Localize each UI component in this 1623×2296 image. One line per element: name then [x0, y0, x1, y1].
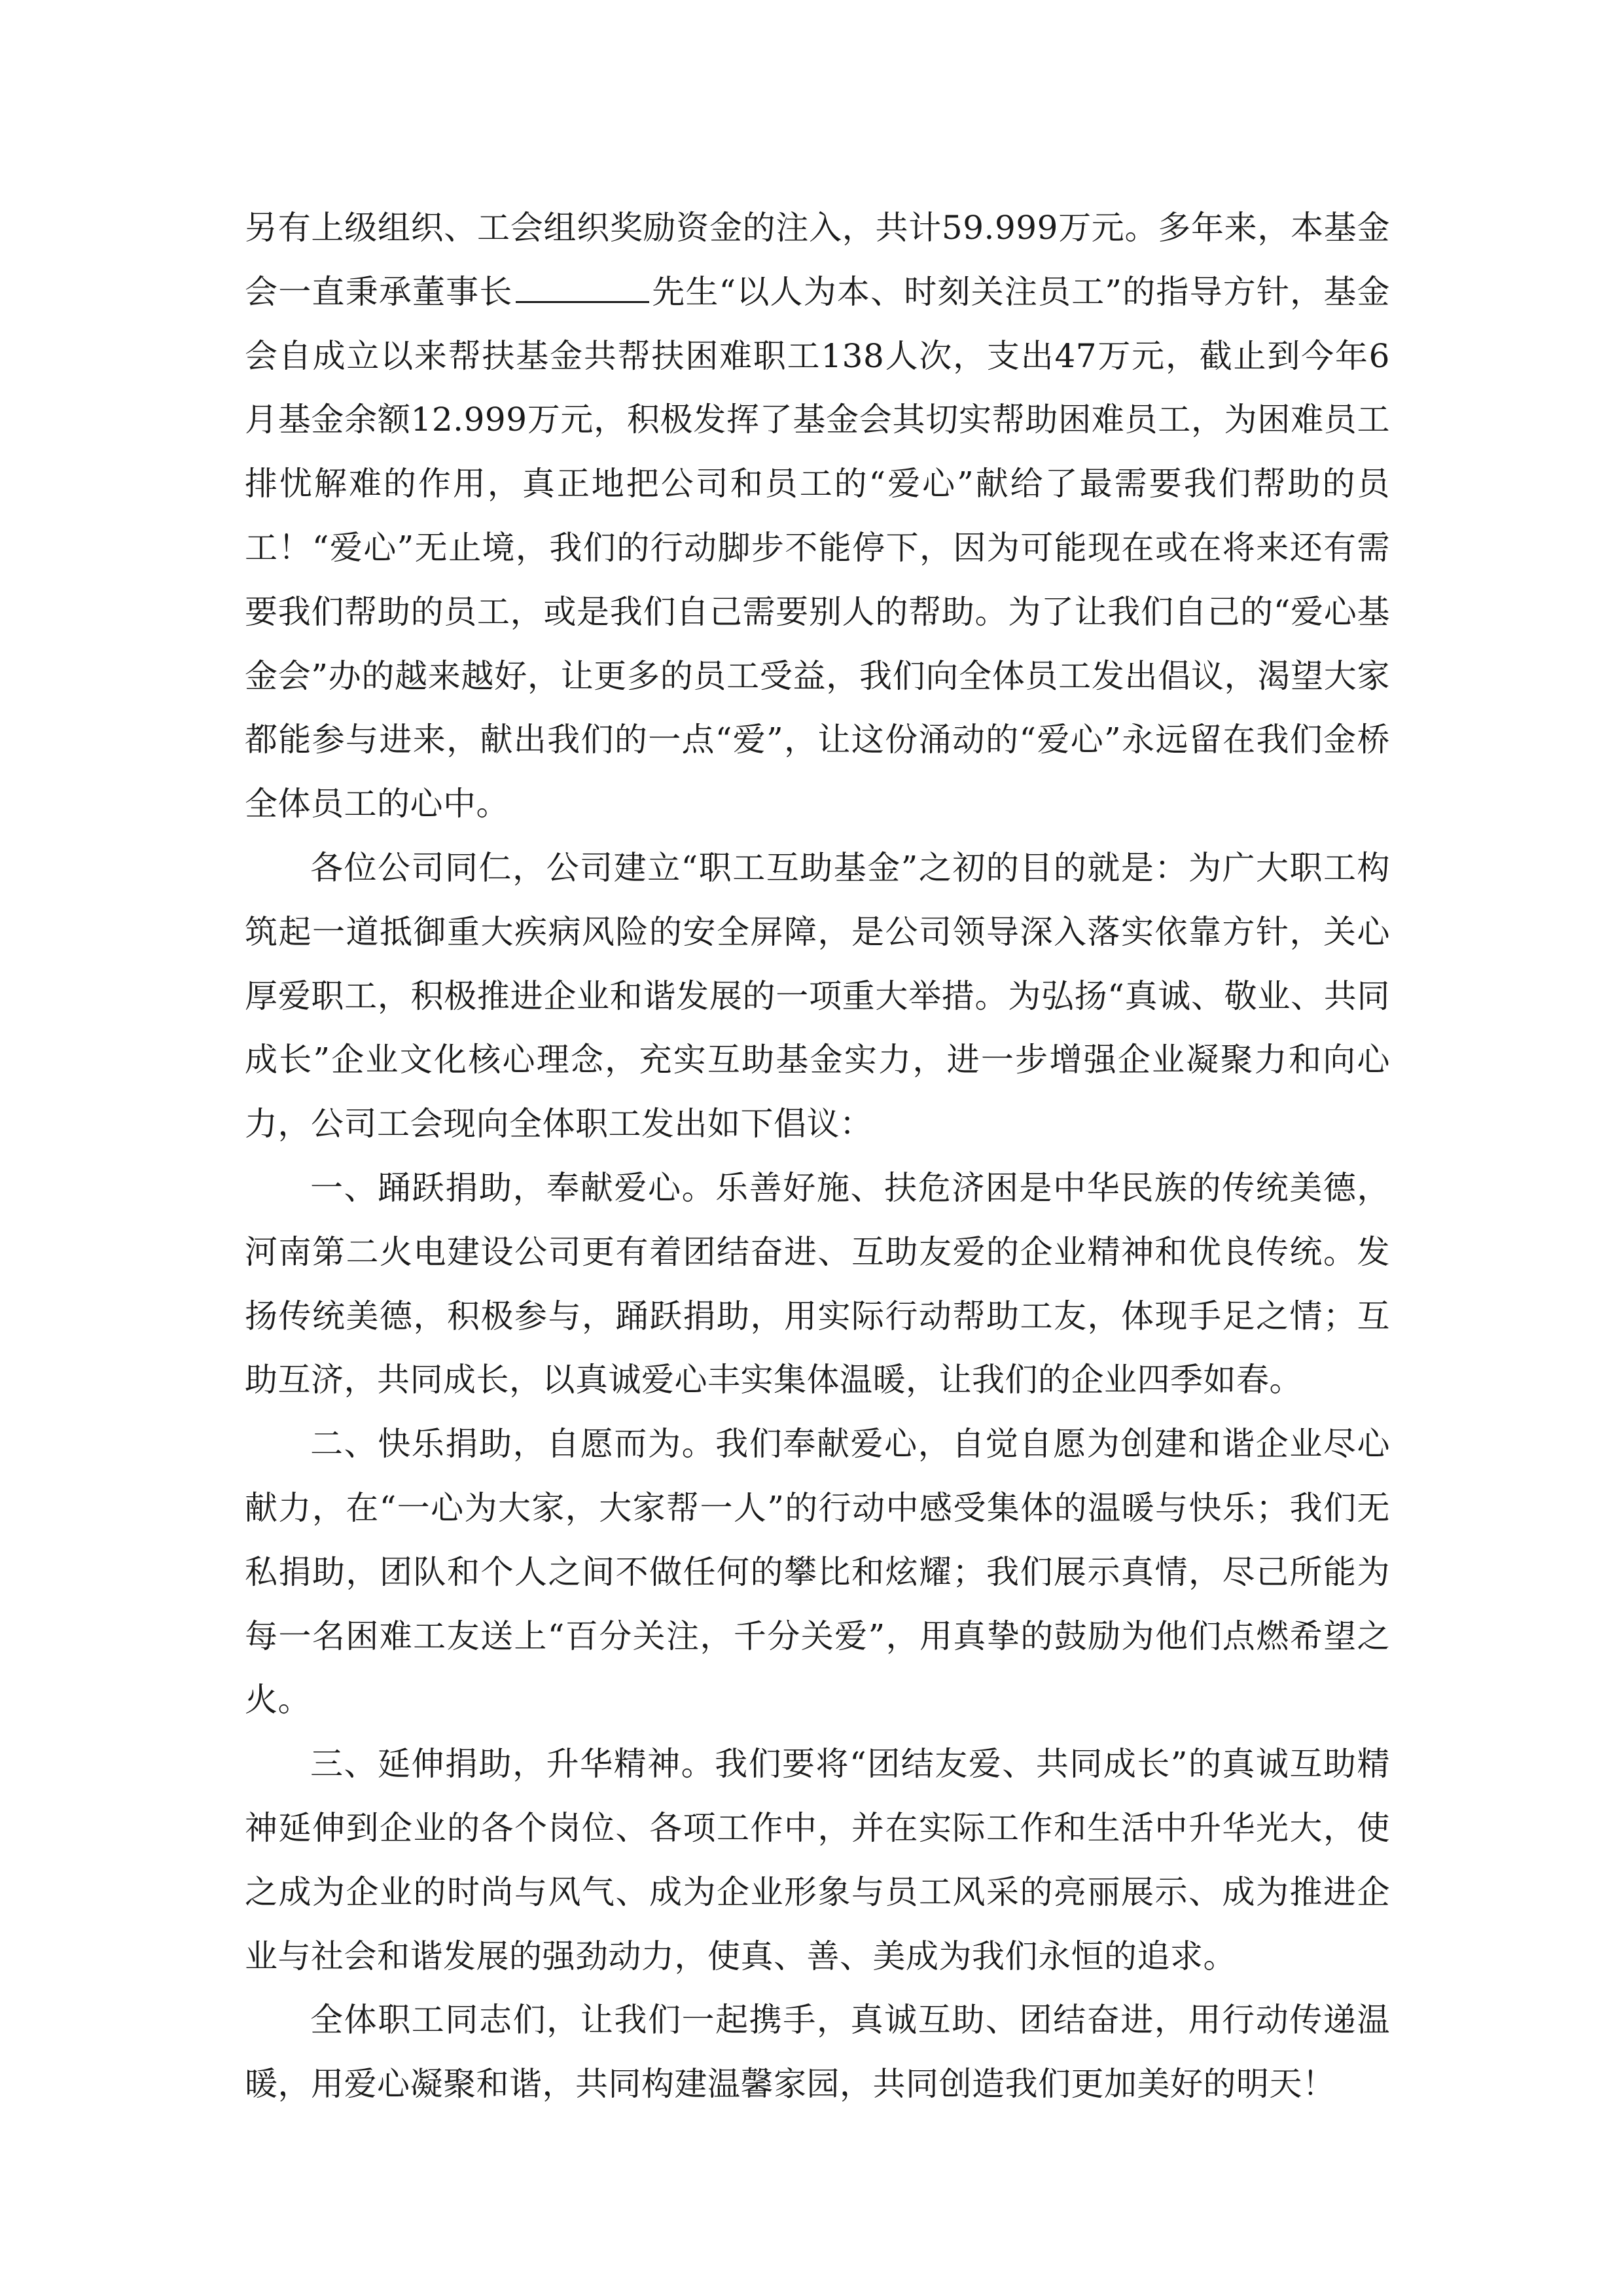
paragraph-3: 一、踊跃捐助，奉献爱心。乐善好施、扶危济困是中华民族的传统美德，河南第二火电建设公司更有着团结奋进、互助友爱的企业精神和优良传统。发扬传统美德，积极参与，踊跃捐助，用实际行动帮助工友，体现手足之情；互助互济，共同成长，以真诚爱心丰实集体温暖，让我们的企业四季如春。: [245, 1168, 1390, 1399]
paragraph-1: [245, 196, 1390, 836]
fill-in-blank-line: [516, 298, 649, 303]
paragraph-6: 全体职工同志们，让我们一起携手，真诚互助、团结奋进，用行动传递温暖，用爱心凝聚和谐，共同构建温馨家园，共同创造我们更加美好的明天！: [245, 2001, 1390, 2104]
document-body: [245, 196, 1390, 2117]
paragraph-2: 各位公司同仁，公司建立“职工互助基金”之初的目的就是：为广大职工构筑起一道抵御重大疾病风险的安全屏障，是公司领导深入落实依靠方针，关心厚爱职工，积极推进企业和谐发展的一项重大举措。为弘扬“真诚、敬业、共同成长”企业文化核心理念，充实互助基金实力，进一步增强企业凝聚力和向心力，公司工会现向全体职工发出如下倡议：: [245, 848, 1390, 1143]
paragraph-1-text-a: 另有上级组织、工会组织奖励资金的注入，共计59.999万元。多年来，本基金会一直秉承董事长: [245, 209, 1390, 311]
paragraph-1-text-b: 先生“以人为本、时刻关注员工”的指导方针，基金会自成立以来帮扶基金共帮扶困难职工138人次，支出47万元，截止到今年6月基金余额12.999万元，积极发挥了基金会其切实帮助困难员工，为困难员工排忧解难的作用，真正地把公司和员工的“爱心”献给了最需要我们帮助的员工！“爱心”无止境，我们的行动脚步不能停下，因为可能现在或在将来还有需要我们帮助的员工，或是我们自己需要别人的帮助。为了让我们自己的“爱心基金会”办的越来越好，让更多的员工受益，我们向全体员工发出倡议，渴望大家都能参与进来，献出我们的一点“爱”，让这份涌动的“爱心”永远留在我们金桥全体员工的心中。: [245, 272, 1391, 823]
paragraph-5: 三、延伸捐助，升华精神。我们要将“团结友爱、共同成长”的真诚互助精神延伸到企业的各个岗位、各项工作中，并在实际工作和生活中升华光大，使之成为企业的时尚与风气、成为企业形象与员工风采的亮丽展示、成为推进企业与社会和谐发展的强劲动力，使真、善、美成为我们永恒的追求。: [245, 1745, 1390, 1975]
paragraph-4: 二、快乐捐助，自愿而为。我们奉献爱心，自觉自愿为创建和谐企业尽心献力，在“一心为大家，大家帮一人”的行动中感受集体的温暖与快乐；我们无私捐助，团队和个人之间不做任何的攀比和炫耀；我们展示真情，尽己所能为每一名困难工友送上“百分关注，千分关爱”，用真挚的鼓励为他们点燃希望之火。: [245, 1425, 1390, 1719]
